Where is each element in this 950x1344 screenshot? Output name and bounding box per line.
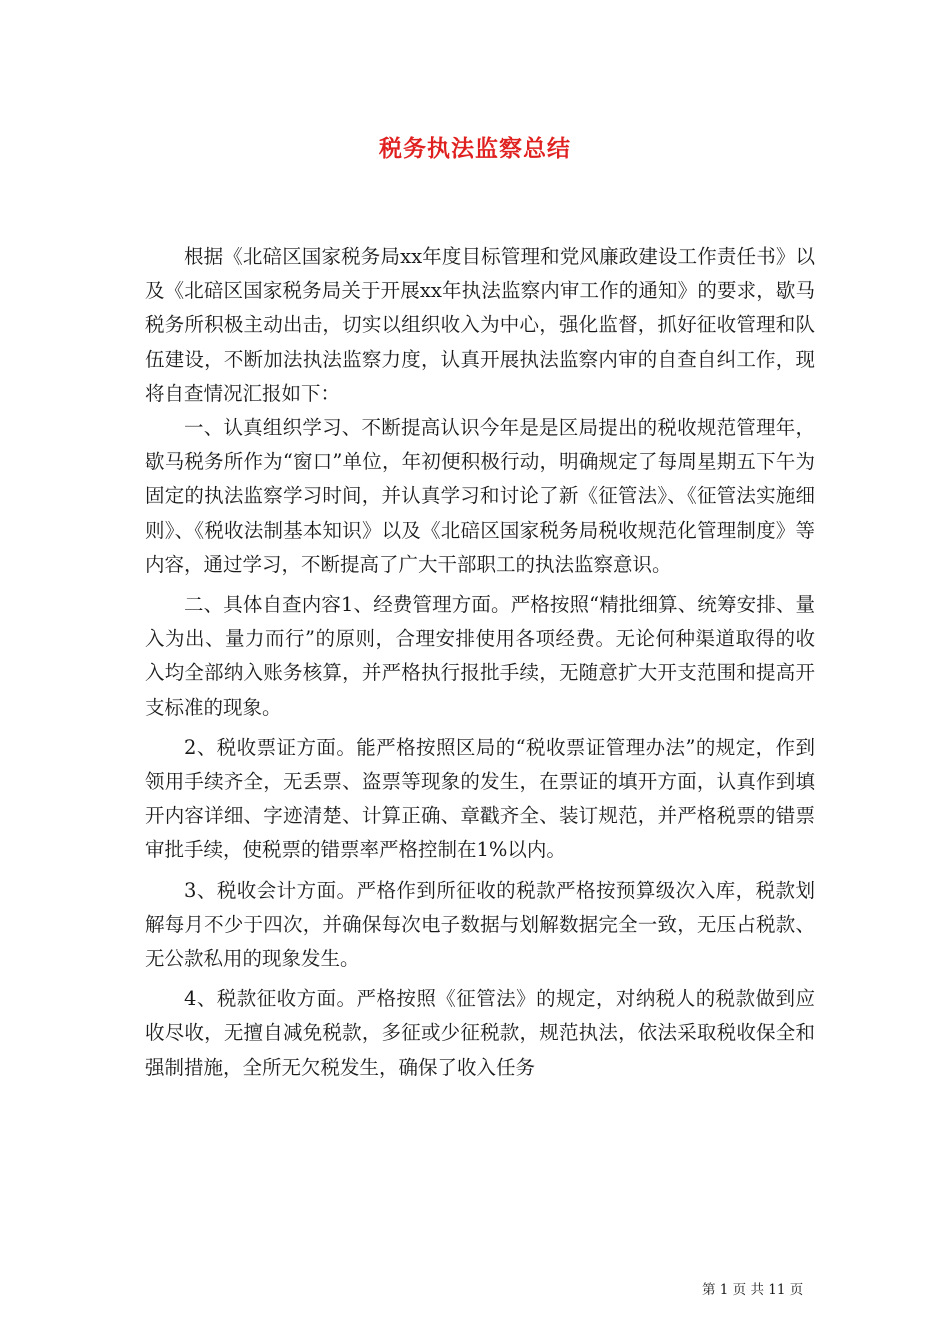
document-body — [145, 240, 815, 1085]
paragraph-item-2: 2、税收票证方面。能严格按照区局的“税收票证管理办法”的规定，作到领用手续齐全，无丢票、盗票等现象的发生，在票证的填开方面，认真作到填开内容详细、字迹清楚、计算正确、章戳齐全、装订规范，并严格税票的错票审批手续，使税票的错票率严格控制在1%以内。 — [145, 735, 815, 862]
paragraph-item-3: 3、税收会计方面。严格作到所征收的税款严格按预算级次入库，税款划解每月不少于四次，并确保每次电子数据与划解数据完全一致，无压占税款、无公款私用的现象发生。 — [145, 878, 815, 971]
paragraph-section-2: 二、具体自查内容1、经费管理方面。严格按照“精批细算、统筹安排、量入为出、量力而行”的原则，合理安排使用各项经费。无论何种渠道取得的收入均全部纳入账务核算，并严格执行报批手续，无随意扩大开支范围和提高开支标准的现象。 — [145, 593, 815, 719]
paragraph-section-1: 一、认真组织学习、不断提高认识今年是是区局提出的税收规范管理年，歇马税务所作为“窗口”单位，年初便积极行动，明确规定了每周星期五下午为固定的执法监察学习时间，并认真学习和讨论了新《征管法》、《征管法实施细则》、《税收法制基本知识》以及《北碚区国家税务局税收规范化管理制度》等内容，通过学习，不断提高了广大干部职工的执法监察意识。 — [145, 416, 815, 576]
paragraph-intro: 根据《北碚区国家税务局xx年度目标管理和党风廉政建设工作责任书》以及《北碚区国家税务局关于开展xx年执法监察内审工作的通知》的要求，歇马税务所积极主动出击，切实以组织收入为中心，强化监督，抓好征收管理和队伍建设，不断加法执法监察力度，认真开展执法监察内审的自查自纠工作，现将自查情况汇报如下： — [145, 245, 815, 405]
document-title: 税务执法监察总结 — [379, 135, 571, 162]
paragraph-item-4: 4、税款征收方面。严格按照《征管法》的规定，对纳税人的税款做到应收尽收，无擅自减免税款，多征或少征税款，规范执法，依法采取税收保全和强制措施，全所无欠税发生，确保了收入任务 — [145, 987, 815, 1079]
page-number: 第 1 页 共 11 页 — [702, 1282, 804, 1298]
